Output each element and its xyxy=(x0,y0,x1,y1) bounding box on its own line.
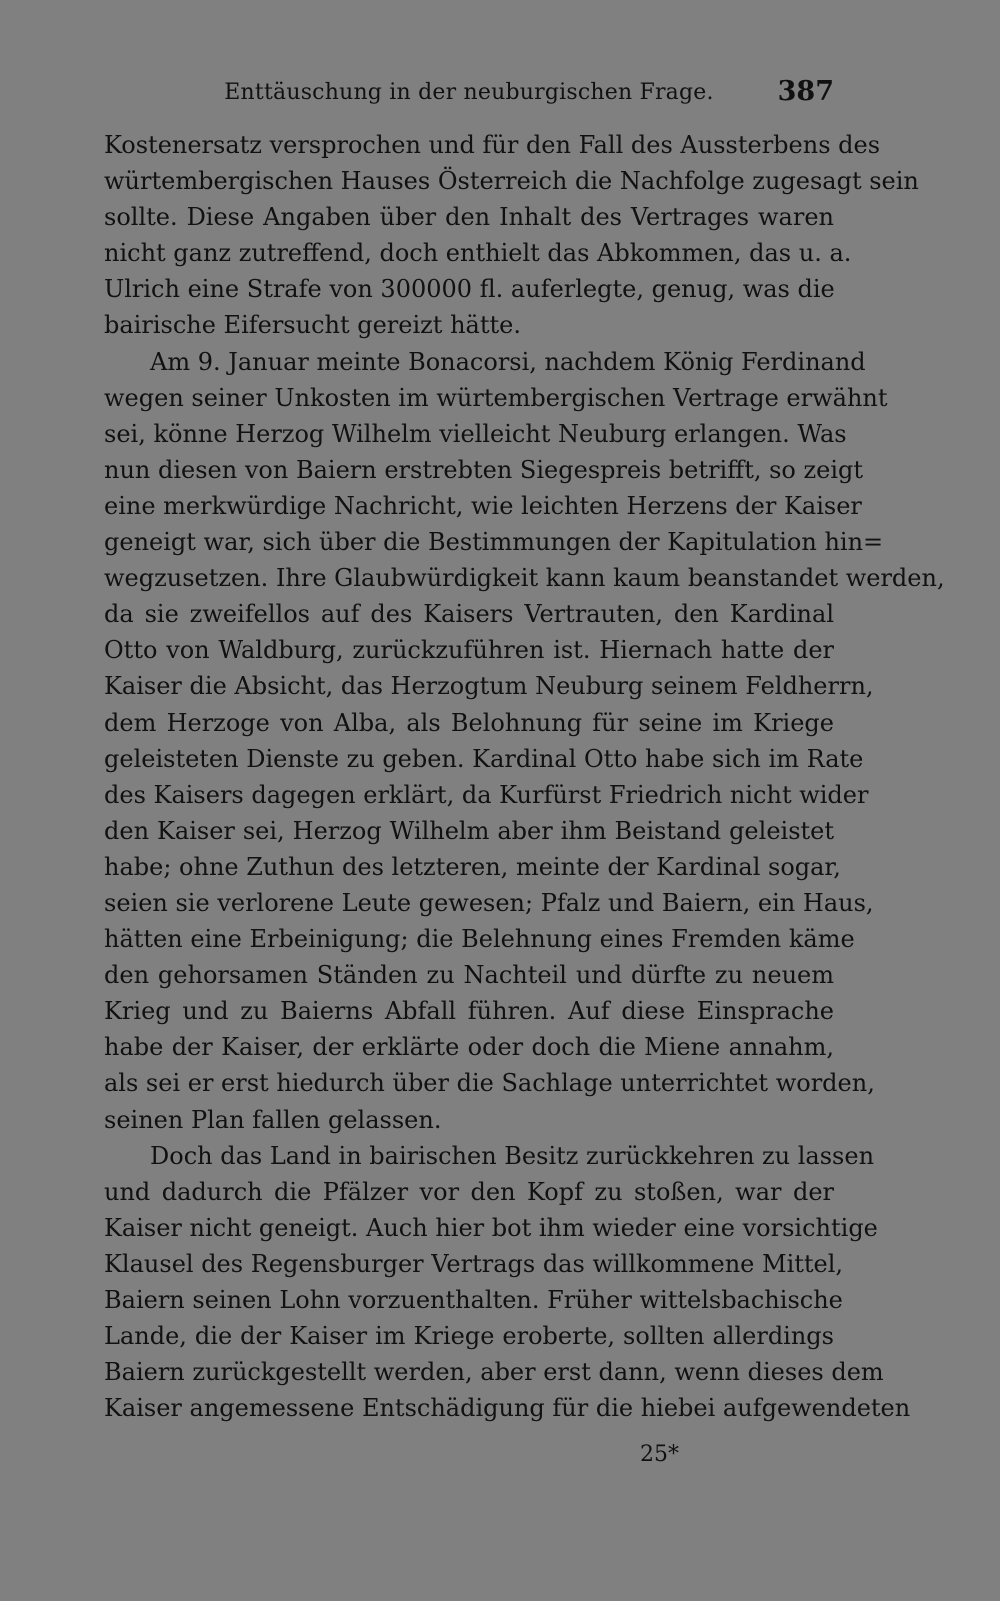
text-line: hätten eine Erbeinigung; die Belehnung eines Fremden käme xyxy=(104,925,855,954)
text-line: wegen seiner Unkosten im würtembergischen Vertrage erwähnt xyxy=(104,383,888,412)
text-line: würtembergischen Hauses Österreich die Nachfolge zugesagt sein xyxy=(104,167,919,196)
text-line: Kaiser nicht geneigt. Auch hier bot ihm wieder eine vorsichtige xyxy=(104,1213,878,1242)
text-line: geneigt war, sich über die Bestimmungen der Kapitulation hin= xyxy=(104,528,884,557)
text-line: dem Herzoge von Alba, als Belohnung für seine im Kriege xyxy=(104,708,834,737)
text-line: Doch das Land in bairischen Besitz zurückkehren zu lassen xyxy=(150,1141,875,1170)
text-line: des Kaisers dagegen erklärt, da Kurfürst Friedrich nicht wider xyxy=(104,780,869,809)
text-line: Otto von Waldburg, zurückzuführen ist. Hiernach hatte der xyxy=(104,636,834,665)
page-number: 387 xyxy=(777,76,834,107)
signature-mark: 25* xyxy=(640,1442,679,1467)
text-line: Baiern seinen Lohn vorzuenthalten. Früher wittelsbachische xyxy=(104,1286,843,1314)
text-line: seien sie verlorene Leute gewesen; Pfalz und Baiern, ein Haus, xyxy=(104,888,874,917)
text-line: da sie zweifellos auf des Kaisers Vertrauten, den Kardinal xyxy=(104,600,834,629)
text-line: nicht ganz zutreffend, doch enthielt das Abkommen, das u. a. xyxy=(104,239,852,268)
text-line: Ulrich eine Strafe von 300000 fl. auferlegte, genug, was die xyxy=(104,275,835,304)
body-text xyxy=(104,127,945,1426)
text-line: nun diesen von Baiern erstrebten Siegespreis betrifft, so zeigt xyxy=(104,455,864,484)
text-line: Baiern zurückgestellt werden, aber erst dann, wenn dieses dem xyxy=(104,1358,884,1387)
text-line: und dadurch die Pfälzer vor den Kopf zu stoßen, war der xyxy=(104,1177,834,1206)
running-head: Enttäuschung in der neuburgischen Frage. xyxy=(224,80,714,105)
text-line: sollte. Diese Angaben über den Inhalt des Vertrages waren xyxy=(104,203,834,232)
text-line: Kaiser die Absicht, das Herzogtum Neuburg seinem Feldherrn, xyxy=(104,672,874,701)
text-line: Am 9. Januar meinte Bonacorsi, nachdem König Ferdinand xyxy=(150,347,866,376)
text-line: als sei er erst hiedurch über die Sachlage unterrichtet worden, xyxy=(104,1069,875,1098)
text-line: Klausel des Regensburger Vertrags das willkommene Mittel, xyxy=(104,1249,844,1278)
text-line: bairische Eifersucht gereizt hätte. xyxy=(104,311,521,340)
text-line: den gehorsamen Ständen zu Nachteil und dürfte zu neuem xyxy=(104,961,834,990)
text-line: Kaiser angemessene Entschädigung für die hiebei aufgewendeten xyxy=(104,1394,911,1423)
text-line: Kostenersatz versprochen und für den Fall des Aussterbens des xyxy=(104,131,881,159)
text-line: Krieg und zu Baierns Abfall führen. Auf diese Einsprache xyxy=(104,997,834,1026)
text-line: seinen Plan fallen gelassen. xyxy=(104,1105,442,1134)
page-header xyxy=(104,76,834,112)
text-line: geleisteten Dienste zu geben. Kardinal Otto habe sich im Rate xyxy=(104,744,864,773)
text-line: eine merkwürdige Nachricht, wie leichten Herzens der Kaiser xyxy=(104,491,862,520)
text-line: habe der Kaiser, der erklärte oder doch die Miene annahm, xyxy=(104,1033,834,1062)
text-line: habe; ohne Zuthun des letzteren, meinte der Kardinal sogar, xyxy=(104,852,841,881)
text-line: wegzusetzen. Ihre Glaubwürdigkeit kann kaum beanstandet werden, xyxy=(104,564,945,593)
text-line: sei, könne Herzog Wilhelm vielleicht Neuburg erlangen. Was xyxy=(104,419,847,448)
text-line: den Kaiser sei, Herzog Wilhelm aber ihm Beistand geleistet xyxy=(104,816,834,845)
text-line: Lande, die der Kaiser im Kriege eroberte, sollten allerdings xyxy=(104,1322,834,1351)
